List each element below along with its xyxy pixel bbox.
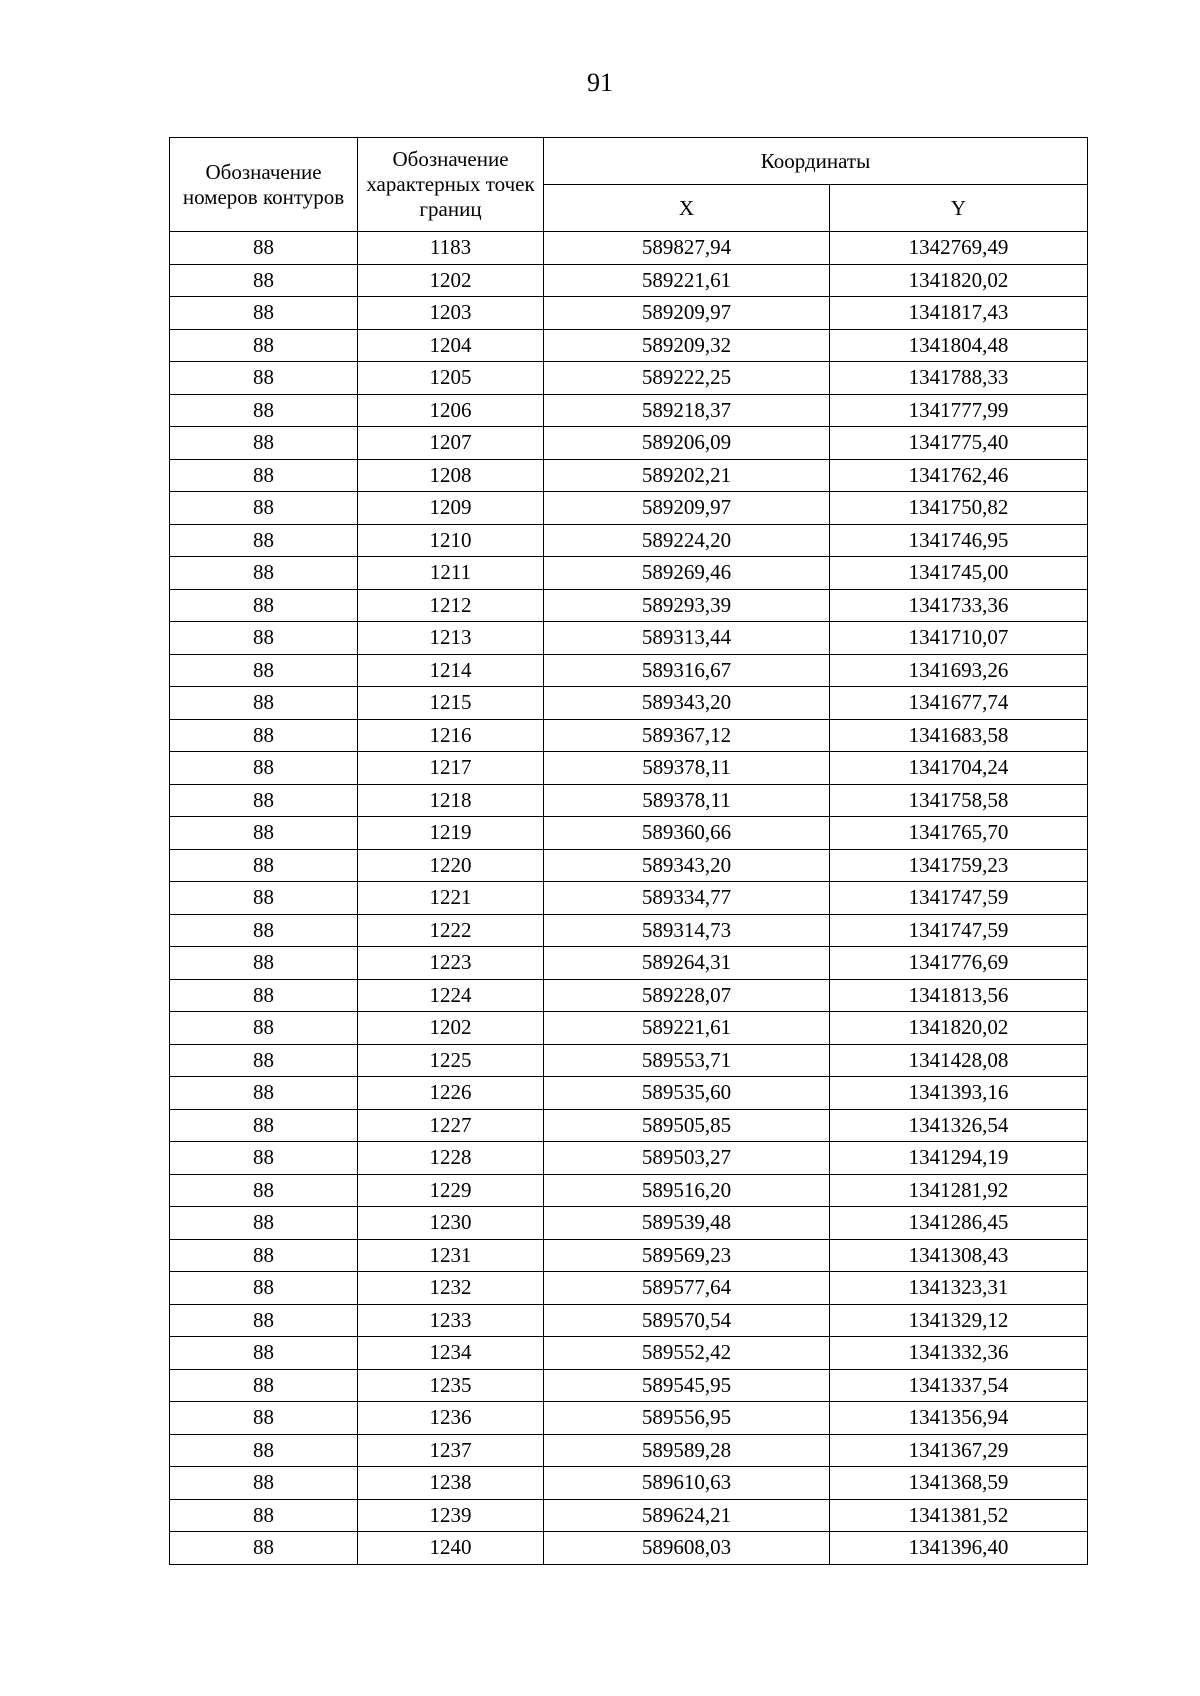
x-coordinate-cell: 589552,42 — [544, 1337, 830, 1370]
point-number-cell: 1225 — [358, 1044, 544, 1077]
table-row — [170, 492, 1088, 525]
contour-number-cell: 88 — [170, 817, 358, 850]
y-coordinate-cell: 1341788,33 — [830, 362, 1088, 395]
contour-number-cell: 88 — [170, 362, 358, 395]
contour-number-cell: 88 — [170, 1174, 358, 1207]
contour-number-cell: 88 — [170, 1044, 358, 1077]
point-number-cell: 1214 — [358, 654, 544, 687]
contour-number-cell: 88 — [170, 1402, 358, 1435]
contour-number-cell: 88 — [170, 394, 358, 427]
x-coordinate-cell: 589378,11 — [544, 784, 830, 817]
table-row — [170, 589, 1088, 622]
y-coordinate-cell: 1341677,74 — [830, 687, 1088, 720]
x-coordinate-cell: 589224,20 — [544, 524, 830, 557]
y-coordinate-cell: 1341776,69 — [830, 947, 1088, 980]
contour-number-cell: 88 — [170, 1369, 358, 1402]
x-coordinate-cell: 589624,21 — [544, 1499, 830, 1532]
y-coordinate-cell: 1341710,07 — [830, 622, 1088, 655]
table-row — [170, 524, 1088, 557]
point-number-cell: 1183 — [358, 232, 544, 265]
table-row — [170, 1304, 1088, 1337]
table-row — [170, 264, 1088, 297]
point-number-cell: 1230 — [358, 1207, 544, 1240]
point-number-cell: 1216 — [358, 719, 544, 752]
y-coordinate-cell: 1341750,82 — [830, 492, 1088, 525]
contour-number-cell: 88 — [170, 719, 358, 752]
y-coordinate-cell: 1341746,95 — [830, 524, 1088, 557]
x-coordinate-cell: 589209,97 — [544, 297, 830, 330]
x-coordinate-cell: 589539,48 — [544, 1207, 830, 1240]
x-coordinate-cell: 589313,44 — [544, 622, 830, 655]
y-coordinate-cell: 1341745,00 — [830, 557, 1088, 590]
x-coordinate-cell: 589610,63 — [544, 1467, 830, 1500]
y-coordinate-cell: 1341765,70 — [830, 817, 1088, 850]
contour-number-cell: 88 — [170, 1142, 358, 1175]
x-coordinate-cell: 589221,61 — [544, 1012, 830, 1045]
table-row — [170, 947, 1088, 980]
contour-number-cell: 88 — [170, 1012, 358, 1045]
y-coordinate-cell: 1341777,99 — [830, 394, 1088, 427]
x-coordinate-cell: 589269,46 — [544, 557, 830, 590]
contour-number-cell: 88 — [170, 752, 358, 785]
y-coordinate-cell: 1341747,59 — [830, 914, 1088, 947]
x-coordinate-cell: 589334,77 — [544, 882, 830, 915]
y-coordinate-cell: 1341775,40 — [830, 427, 1088, 460]
table-row — [170, 622, 1088, 655]
x-coordinate-cell: 589360,66 — [544, 817, 830, 850]
table-row — [170, 1174, 1088, 1207]
contour-number-cell: 88 — [170, 1207, 358, 1240]
y-coordinate-cell: 1341329,12 — [830, 1304, 1088, 1337]
y-coordinate-cell: 1341813,56 — [830, 979, 1088, 1012]
point-number-cell: 1236 — [358, 1402, 544, 1435]
header-contour-numbers: Обозначение номеров контуров — [170, 138, 358, 232]
y-coordinate-cell: 1341747,59 — [830, 882, 1088, 915]
y-coordinate-cell: 1341396,40 — [830, 1532, 1088, 1565]
table-row — [170, 882, 1088, 915]
table-row — [170, 1272, 1088, 1305]
point-number-cell: 1205 — [358, 362, 544, 395]
y-coordinate-cell: 1341323,31 — [830, 1272, 1088, 1305]
table-row — [170, 1109, 1088, 1142]
x-coordinate-cell: 589209,32 — [544, 329, 830, 362]
y-coordinate-cell: 1341368,59 — [830, 1467, 1088, 1500]
table-row — [170, 329, 1088, 362]
contour-number-cell: 88 — [170, 1109, 358, 1142]
contour-number-cell: 88 — [170, 1077, 358, 1110]
contour-number-cell: 88 — [170, 232, 358, 265]
table-row — [170, 362, 1088, 395]
x-coordinate-cell: 589378,11 — [544, 752, 830, 785]
table-row — [170, 427, 1088, 460]
x-coordinate-cell: 589264,31 — [544, 947, 830, 980]
contour-number-cell: 88 — [170, 329, 358, 362]
point-number-cell: 1228 — [358, 1142, 544, 1175]
point-number-cell: 1238 — [358, 1467, 544, 1500]
x-coordinate-cell: 589218,37 — [544, 394, 830, 427]
contour-number-cell: 88 — [170, 1239, 358, 1272]
y-coordinate-cell: 1341367,29 — [830, 1434, 1088, 1467]
x-coordinate-cell: 589545,95 — [544, 1369, 830, 1402]
x-coordinate-cell: 589505,85 — [544, 1109, 830, 1142]
y-coordinate-cell: 1341281,92 — [830, 1174, 1088, 1207]
x-coordinate-cell: 589577,64 — [544, 1272, 830, 1305]
table-row — [170, 1467, 1088, 1500]
x-coordinate-cell: 589343,20 — [544, 849, 830, 882]
point-number-cell: 1233 — [358, 1304, 544, 1337]
contour-number-cell: 88 — [170, 427, 358, 460]
table-row — [170, 297, 1088, 330]
y-coordinate-cell: 1341762,46 — [830, 459, 1088, 492]
contour-number-cell: 88 — [170, 1304, 358, 1337]
contour-number-cell: 88 — [170, 914, 358, 947]
table-body — [170, 232, 1088, 1565]
table-row — [170, 849, 1088, 882]
point-number-cell: 1234 — [358, 1337, 544, 1370]
point-number-cell: 1206 — [358, 394, 544, 427]
point-number-cell: 1212 — [358, 589, 544, 622]
point-number-cell: 1222 — [358, 914, 544, 947]
y-coordinate-cell: 1341758,58 — [830, 784, 1088, 817]
contour-number-cell: 88 — [170, 589, 358, 622]
y-coordinate-cell: 1342769,49 — [830, 232, 1088, 265]
point-number-cell: 1204 — [358, 329, 544, 362]
point-number-cell: 1220 — [358, 849, 544, 882]
table-row — [170, 687, 1088, 720]
table-row — [170, 459, 1088, 492]
contour-number-cell: 88 — [170, 1434, 358, 1467]
point-number-cell: 1239 — [358, 1499, 544, 1532]
contour-number-cell: 88 — [170, 264, 358, 297]
point-number-cell: 1227 — [358, 1109, 544, 1142]
x-coordinate-cell: 589202,21 — [544, 459, 830, 492]
y-coordinate-cell: 1341326,54 — [830, 1109, 1088, 1142]
table-row — [170, 1077, 1088, 1110]
contour-number-cell: 88 — [170, 1499, 358, 1532]
y-coordinate-cell: 1341356,94 — [830, 1402, 1088, 1435]
contour-number-cell: 88 — [170, 979, 358, 1012]
table-row — [170, 784, 1088, 817]
contour-number-cell: 88 — [170, 947, 358, 980]
y-coordinate-cell: 1341693,26 — [830, 654, 1088, 687]
contour-number-cell: 88 — [170, 622, 358, 655]
table-row — [170, 1369, 1088, 1402]
point-number-cell: 1211 — [358, 557, 544, 590]
contour-number-cell: 88 — [170, 1272, 358, 1305]
header-coordinates: Координаты — [544, 138, 1088, 185]
point-number-cell: 1207 — [358, 427, 544, 460]
x-coordinate-cell: 589553,71 — [544, 1044, 830, 1077]
y-coordinate-cell: 1341393,16 — [830, 1077, 1088, 1110]
point-number-cell: 1232 — [358, 1272, 544, 1305]
table-row — [170, 914, 1088, 947]
point-number-cell: 1235 — [358, 1369, 544, 1402]
point-number-cell: 1224 — [358, 979, 544, 1012]
point-number-cell: 1218 — [358, 784, 544, 817]
y-coordinate-cell: 1341820,02 — [830, 1012, 1088, 1045]
x-coordinate-cell: 589221,61 — [544, 264, 830, 297]
x-coordinate-cell: 589535,60 — [544, 1077, 830, 1110]
table-row — [170, 1142, 1088, 1175]
table-row — [170, 232, 1088, 265]
table-row — [170, 1337, 1088, 1370]
y-coordinate-cell: 1341733,36 — [830, 589, 1088, 622]
x-coordinate-cell: 589827,94 — [544, 232, 830, 265]
table-header — [170, 138, 1088, 232]
table-row — [170, 1044, 1088, 1077]
point-number-cell: 1217 — [358, 752, 544, 785]
x-coordinate-cell: 589608,03 — [544, 1532, 830, 1565]
y-coordinate-cell: 1341428,08 — [830, 1044, 1088, 1077]
contour-number-cell: 88 — [170, 524, 358, 557]
header-x: X — [544, 185, 830, 232]
y-coordinate-cell: 1341381,52 — [830, 1499, 1088, 1532]
y-coordinate-cell: 1341820,02 — [830, 264, 1088, 297]
point-number-cell: 1209 — [358, 492, 544, 525]
header-y: Y — [830, 185, 1088, 232]
x-coordinate-cell: 589503,27 — [544, 1142, 830, 1175]
y-coordinate-cell: 1341704,24 — [830, 752, 1088, 785]
contour-number-cell: 88 — [170, 687, 358, 720]
x-coordinate-cell: 589316,67 — [544, 654, 830, 687]
table-row — [170, 1012, 1088, 1045]
table-row — [170, 1434, 1088, 1467]
point-number-cell: 1223 — [358, 947, 544, 980]
table-row — [170, 654, 1088, 687]
table-row — [170, 1239, 1088, 1272]
contour-number-cell: 88 — [170, 654, 358, 687]
header-boundary-points: Обозначение характерных точек границ — [358, 138, 544, 232]
table-row — [170, 1499, 1088, 1532]
table-row — [170, 817, 1088, 850]
y-coordinate-cell: 1341759,23 — [830, 849, 1088, 882]
x-coordinate-cell: 589367,12 — [544, 719, 830, 752]
contour-number-cell: 88 — [170, 1532, 358, 1565]
coordinates-table — [169, 137, 1088, 1565]
contour-number-cell: 88 — [170, 882, 358, 915]
point-number-cell: 1202 — [358, 1012, 544, 1045]
point-number-cell: 1221 — [358, 882, 544, 915]
x-coordinate-cell: 589516,20 — [544, 1174, 830, 1207]
x-coordinate-cell: 589556,95 — [544, 1402, 830, 1435]
point-number-cell: 1231 — [358, 1239, 544, 1272]
x-coordinate-cell: 589589,28 — [544, 1434, 830, 1467]
table-row — [170, 1207, 1088, 1240]
table-row — [170, 394, 1088, 427]
contour-number-cell: 88 — [170, 849, 358, 882]
table-row — [170, 1532, 1088, 1565]
contour-number-cell: 88 — [170, 557, 358, 590]
point-number-cell: 1229 — [358, 1174, 544, 1207]
y-coordinate-cell: 1341337,54 — [830, 1369, 1088, 1402]
contour-number-cell: 88 — [170, 784, 358, 817]
point-number-cell: 1208 — [358, 459, 544, 492]
table-row — [170, 719, 1088, 752]
point-number-cell: 1210 — [358, 524, 544, 557]
table-row — [170, 752, 1088, 785]
point-number-cell: 1237 — [358, 1434, 544, 1467]
y-coordinate-cell: 1341332,36 — [830, 1337, 1088, 1370]
contour-number-cell: 88 — [170, 1467, 358, 1500]
point-number-cell: 1202 — [358, 264, 544, 297]
table-row — [170, 1402, 1088, 1435]
point-number-cell: 1226 — [358, 1077, 544, 1110]
x-coordinate-cell: 589293,39 — [544, 589, 830, 622]
y-coordinate-cell: 1341683,58 — [830, 719, 1088, 752]
point-number-cell: 1240 — [358, 1532, 544, 1565]
x-coordinate-cell: 589570,54 — [544, 1304, 830, 1337]
x-coordinate-cell: 589206,09 — [544, 427, 830, 460]
x-coordinate-cell: 589222,25 — [544, 362, 830, 395]
contour-number-cell: 88 — [170, 459, 358, 492]
x-coordinate-cell: 589228,07 — [544, 979, 830, 1012]
point-number-cell: 1213 — [358, 622, 544, 655]
y-coordinate-cell: 1341294,19 — [830, 1142, 1088, 1175]
y-coordinate-cell: 1341286,45 — [830, 1207, 1088, 1240]
y-coordinate-cell: 1341308,43 — [830, 1239, 1088, 1272]
table-row — [170, 979, 1088, 1012]
x-coordinate-cell: 589314,73 — [544, 914, 830, 947]
point-number-cell: 1219 — [358, 817, 544, 850]
point-number-cell: 1203 — [358, 297, 544, 330]
point-number-cell: 1215 — [358, 687, 544, 720]
contour-number-cell: 88 — [170, 1337, 358, 1370]
y-coordinate-cell: 1341817,43 — [830, 297, 1088, 330]
x-coordinate-cell: 589209,97 — [544, 492, 830, 525]
contour-number-cell: 88 — [170, 297, 358, 330]
y-coordinate-cell: 1341804,48 — [830, 329, 1088, 362]
x-coordinate-cell: 589569,23 — [544, 1239, 830, 1272]
contour-number-cell: 88 — [170, 492, 358, 525]
table-row — [170, 557, 1088, 590]
page-number: 91 — [587, 68, 613, 97]
x-coordinate-cell: 589343,20 — [544, 687, 830, 720]
